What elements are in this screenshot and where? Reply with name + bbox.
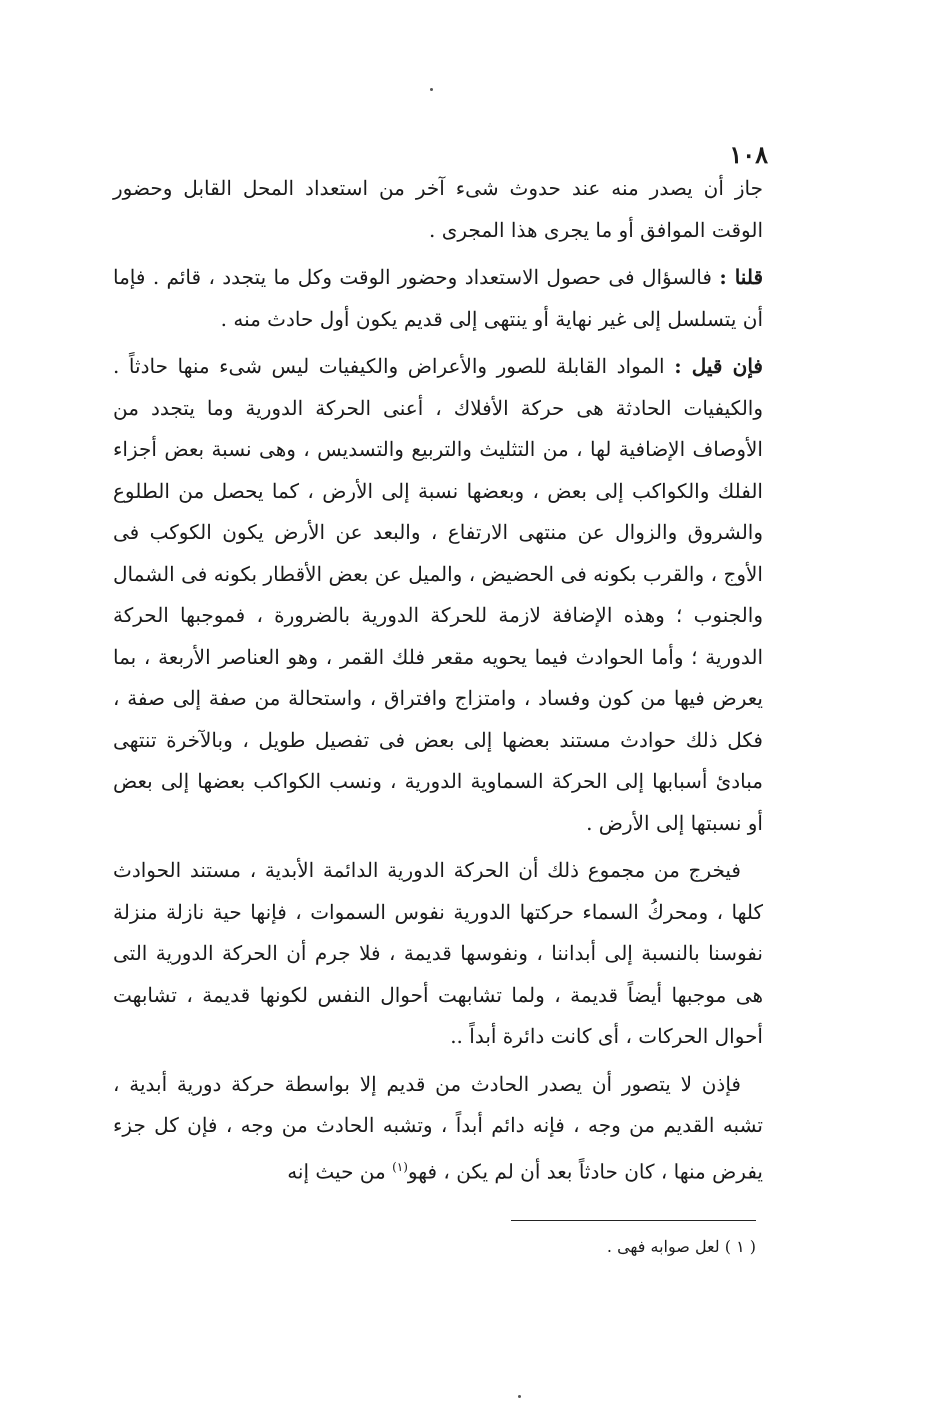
main-text	[113, 168, 763, 1199]
paragraph-5-text: فإذن لا يتصور أن يصدر الحادث من قديم إلا بواسطة حركة دورية أبدية ، تشبه القديم من وجه ، فإنه دائم أبداً ، وتشبه الحادث من وجه ، فإن كل جزء يفرض منها ، كان حادثاً بعد أن لم يكن ، فهو	[113, 1071, 763, 1184]
scan-mark-bottom	[518, 1395, 521, 1398]
paragraph-5	[113, 1064, 763, 1193]
paragraph-4-text: فيخرج من مجموع ذلك أن الحركة الدورية الدائمة الأبدية ، مستند الحوادث كلها ، ومحركُ السماء حركتها الدورية نفوس السموات ، فإنها حية نازلة منزلة نفوسنا بالنسبة إلى أبداننا ، ونفوسها قديمة ، فلا جرم أن الحركة الدورية التى هى موجبها أيضاً قديمة ، ولما تشابهت أحوال النفس لكونها قديمة ، تشابهت أحوال الحركات ، أى كانت دائرة أبداً ..	[113, 858, 763, 1048]
footnote-text: لعل صوابه فهى .	[606, 1237, 720, 1256]
scan-mark	[430, 88, 433, 91]
footnote-reference: (١)	[392, 1159, 408, 1174]
paragraph-3-text: المواد القابلة للصور والأعراض والكيفيات ليس شىء منها حادثاً . والكيفيات الحادثة هى حركة الأفلاك ، أعنى الحركة الدورية وما يتجدد من الأوصاف الإضافية لها ، من التثليث والتربيع والتسديس ، وهى نسبة بعض أجزاء الفلك والكواكب إلى بعض ، وبعضها نسبة إلى الأرض ، كما يحصل من الطلوع والشروق والزوال عن منتهى الارتفاع ، والبعد عن الأرض يكون الكوكب فى الأوج ، والقرب بكونه فى الحضيض ، والميل عن بعض الأقطار بكونه فى الشمال والجنوب ؛ وهذه الإضافة لازمة للحركة الدورية بالضرورة ، فموجبها الحركة الدورية ؛ وأما الحوادث فيما يحويه مقعر فلك القمر ، وهو العناصر الأربعة ، بما يعرض فيها من كون وفساد ، وامتزاج وافتراق ، واستحالة من صفة إلى صفة ، فكل ذلك حوادث مستند بعضها إلى بعض فى تفصيل طويل ، وبالآخرة تنتهى مبادئ أسبابها إلى الحركة السماوية الدورية ، ونسب الكواكب بعضها إلى بعض أو نسبتها إلى الأرض .	[113, 354, 763, 835]
paragraph-3-lead: فإن قيل :	[674, 354, 763, 378]
paragraph-5-tail: من حيث إنه	[287, 1159, 393, 1184]
paragraph-4	[113, 850, 763, 1058]
paragraph-1-text: جاز أن يصدر منه عند حدوث شىء آخر من استعداد المحل القابل وحضور الوقت الموافق أو ما يجرى هذا المجرى .	[113, 176, 763, 242]
footnote-number: ( ١ )	[724, 1237, 756, 1256]
paragraph-2-text: فالسؤال فى حصول الاستعداد وحضور الوقت وكل ما يتجدد ، قائم . فإما أن يتسلسل إلى غير نهاية أو ينتهى إلى قديم يكون أول حادث منه .	[113, 265, 763, 331]
footnote	[356, 1236, 756, 1258]
paragraph-1	[113, 168, 763, 251]
paragraph-3	[113, 346, 763, 844]
page-number: ١٠٨	[729, 140, 768, 169]
paragraph-2	[113, 257, 763, 340]
footnote-divider	[511, 1220, 756, 1221]
paragraph-2-lead: قلنا :	[719, 265, 764, 289]
